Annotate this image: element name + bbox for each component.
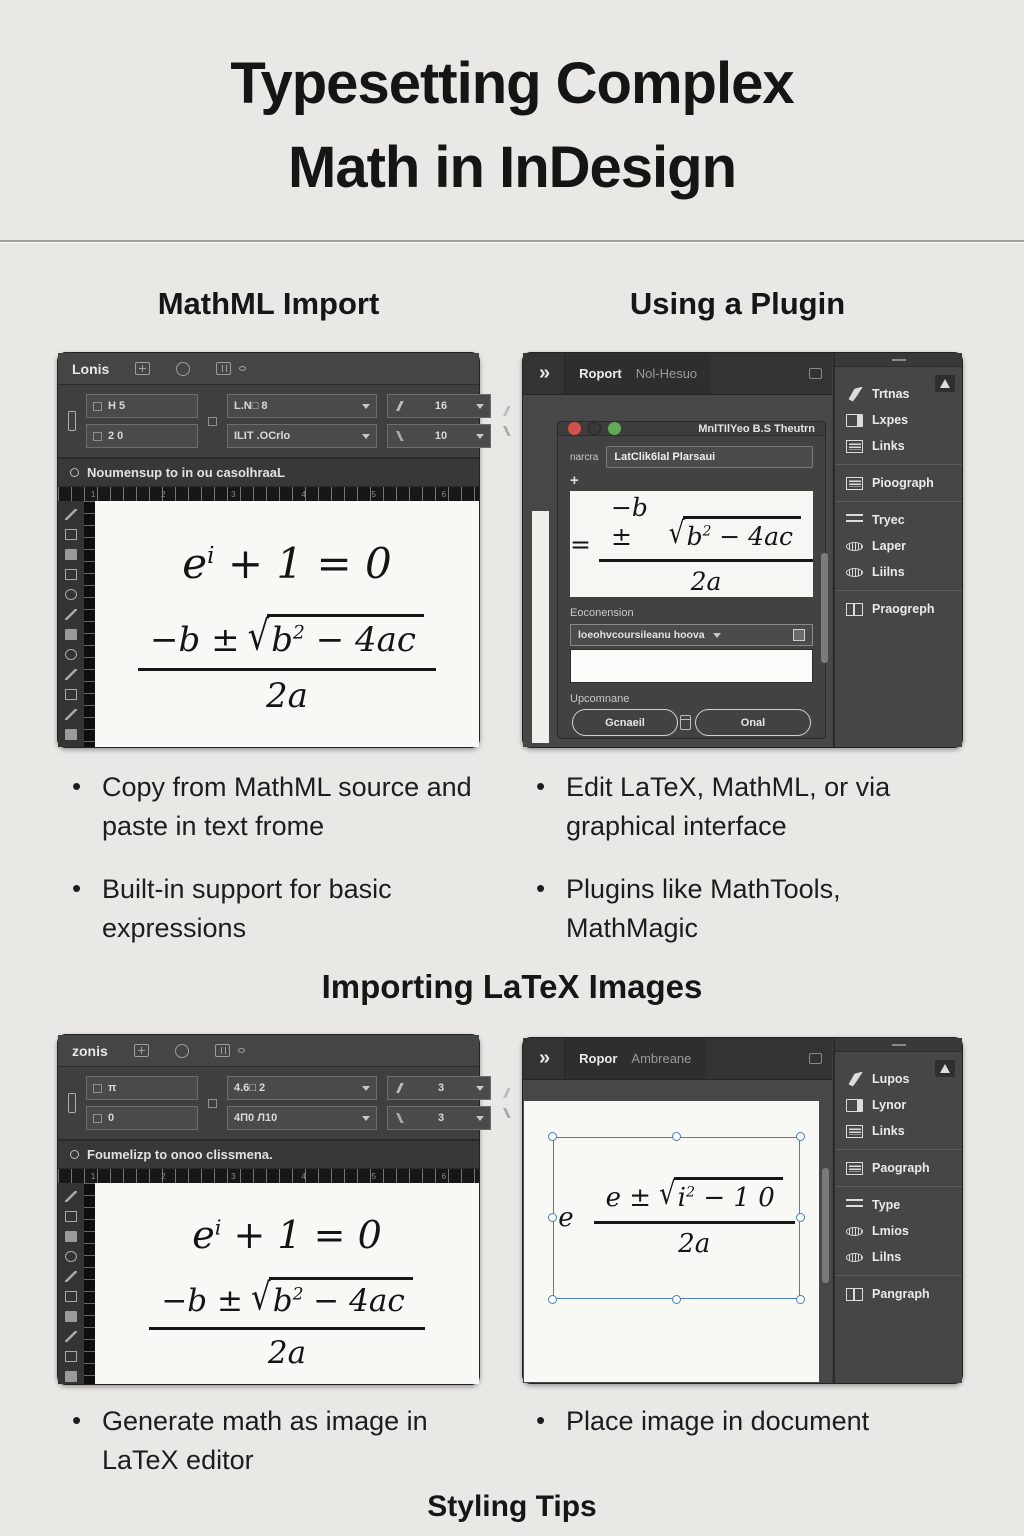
panel-separator — [835, 1186, 962, 1187]
swatch-tool-icon[interactable] — [65, 1371, 77, 1382]
panel-item-paragraph[interactable]: Paograph — [835, 1155, 962, 1181]
status-text: Foumelizp to onoo clissmena. — [87, 1147, 273, 1162]
control-bar — [58, 1067, 479, 1141]
ellipse-tool-icon[interactable] — [65, 589, 77, 600]
bullet-item: • Generate math as image in LaTeX editor — [68, 1402, 498, 1480]
resize-handle[interactable] — [796, 1295, 805, 1304]
panel-separator — [835, 1275, 962, 1276]
menu-bar — [58, 353, 479, 385]
resize-handle[interactable] — [672, 1295, 681, 1304]
placed-formula: e ± √ $i^2 - 1$ 0 2a — [594, 1177, 795, 1259]
equation-preview — [570, 491, 813, 597]
pen-tool-icon[interactable] — [65, 569, 77, 580]
status-bar — [58, 1141, 479, 1169]
heading-mathml-import: MathML Import — [157, 286, 380, 321]
radical-sign: √ — [247, 612, 270, 661]
warning-icon — [935, 375, 955, 392]
chevron-down-icon — [713, 633, 721, 638]
close-window-icon[interactable] — [568, 422, 581, 435]
ok-button[interactable]: Onal — [695, 709, 811, 736]
warning-icon — [935, 1060, 955, 1077]
screenshot-latex-editor — [57, 1034, 480, 1385]
document-area — [523, 353, 832, 747]
tab-active[interactable]: Roport — [579, 366, 622, 381]
quadratic-formula: −b ± √ $b^2 - 4ac$ 2a — [149, 1277, 424, 1371]
quadratic-formula: −b ± √ $b^2 - 4ac$ 2a — [599, 493, 813, 596]
leading-dropdown[interactable]: 3 — [387, 1106, 491, 1130]
rotate-icon[interactable] — [175, 1044, 189, 1058]
book-icon — [846, 1288, 863, 1301]
field-label: narcra — [570, 451, 599, 463]
equation-name-input[interactable]: LatClik6lal Plarsaui — [606, 446, 813, 468]
scissors-tool-icon[interactable] — [65, 1331, 77, 1342]
chevron-down-icon — [476, 1086, 484, 1091]
expand-panels-icon[interactable]: » — [539, 362, 549, 384]
ruler-tick: 1 — [90, 489, 96, 499]
status-bar — [58, 459, 479, 487]
vertical-ruler — [84, 1183, 95, 1384]
bullet-item: • Plugins like MathTools, MathMagic — [532, 870, 972, 948]
bullet-item: • Edit LaTeX, MathML, or via graphical interface — [532, 768, 972, 846]
type-icon — [846, 514, 863, 527]
link-icon — [208, 417, 217, 426]
y-position-field[interactable]: 0 — [86, 1106, 198, 1130]
shear-icon — [394, 1083, 406, 1093]
workspace-header — [523, 1038, 832, 1080]
zoom-tool-icon[interactable] — [65, 689, 77, 700]
document-icon — [809, 1053, 822, 1064]
ruler-tick: 2 — [161, 1171, 166, 1181]
style-dropdown[interactable]: 4Π0 Л10 — [227, 1106, 377, 1130]
quadratic-formula: −b ± √ $b^2 - 4ac$ 2a — [138, 614, 436, 716]
tab-inactive[interactable]: Ambreane — [631, 1051, 692, 1066]
grid-icon[interactable] — [215, 1044, 230, 1057]
resize-handle[interactable] — [796, 1213, 805, 1222]
mathml-bullet-list — [68, 768, 498, 973]
panel-item-pages[interactable]: Lxpes — [835, 407, 962, 433]
chevron-down-icon — [476, 404, 484, 409]
pasteboard — [532, 511, 549, 743]
panel-item-type[interactable]: Type — [835, 1192, 962, 1218]
selected-image-frame[interactable] — [553, 1137, 800, 1299]
ruler-tick: 6 — [441, 1171, 447, 1181]
ellipse-icon — [846, 1253, 863, 1262]
status-text: Noumensup to in ou casolhraaL — [87, 465, 285, 480]
ruler-tick: 1 — [90, 1171, 96, 1181]
options-box-icon[interactable] — [793, 629, 805, 641]
heading-using-plugin: Using a Plugin — [629, 286, 846, 321]
workspace-header — [523, 353, 832, 395]
expand-panels-icon[interactable]: » — [539, 1047, 549, 1069]
panels-sidebar — [833, 1038, 962, 1383]
italic-icon[interactable] — [501, 1108, 513, 1118]
document-icon — [809, 368, 822, 379]
gradient-tool-icon[interactable] — [65, 1311, 77, 1322]
panels-sidebar — [833, 353, 962, 747]
brush-icon — [846, 387, 863, 402]
ellipse-tool-icon[interactable] — [239, 366, 246, 371]
control-bar — [58, 385, 479, 459]
size-dropdown[interactable]: 3 — [387, 1076, 491, 1100]
tab-inactive[interactable]: Nol-Hesuo — [635, 366, 698, 381]
panel-item-lines[interactable]: Liilns — [835, 559, 962, 585]
rotate-icon[interactable] — [176, 362, 190, 376]
panel-item-swatches[interactable]: Lupos — [835, 1066, 962, 1092]
panel-item-lines[interactable]: Lilns — [835, 1244, 962, 1270]
resize-handle[interactable] — [548, 1295, 557, 1304]
leading-dropdown[interactable]: 10 — [387, 424, 491, 448]
page-title — [0, 42, 1024, 210]
lines-icon — [846, 1162, 863, 1175]
size-dropdown[interactable]: 16 — [387, 394, 491, 418]
expression-section-label: Eoconension — [570, 607, 634, 619]
panel-separator — [835, 590, 962, 591]
math-plugin-dialog — [557, 421, 826, 739]
app-menu-label[interactable]: zonis — [72, 1042, 108, 1059]
add-icon[interactable] — [135, 362, 150, 375]
tab-active[interactable]: Ropor — [579, 1051, 618, 1066]
radical-sign: √ — [659, 1176, 676, 1213]
document-canvas[interactable] — [95, 1183, 479, 1384]
ruler-tick: 5 — [371, 489, 376, 499]
line-tool-icon[interactable] — [65, 1271, 77, 1282]
frame-options-icon[interactable] — [68, 1093, 76, 1113]
pen-icon — [394, 431, 406, 441]
document-area — [523, 1038, 832, 1383]
euler-formula: $e^i + 1 = 0$ — [182, 539, 392, 588]
minimize-window-icon[interactable] — [588, 422, 601, 435]
y-position-field[interactable]: 2 0 — [86, 424, 198, 448]
zoom-tool-icon[interactable] — [65, 1351, 77, 1362]
heading-importing-latex: Importing LaTeX Images — [321, 968, 703, 1005]
frame-options-icon[interactable] — [68, 411, 76, 431]
screenshot-mathml-editor — [57, 352, 480, 748]
latex-bullet-list-right — [532, 1402, 972, 1465]
panel-item-paragraph-2[interactable]: Praogreph — [835, 596, 962, 622]
search-icon — [70, 1150, 79, 1159]
screenshot-placed-image — [522, 1037, 963, 1384]
hand-tool-icon[interactable] — [65, 649, 77, 660]
panel-header — [835, 1038, 962, 1052]
document-tabs — [564, 1038, 705, 1079]
resize-handle[interactable] — [548, 1132, 557, 1141]
scissors-tool-icon[interactable] — [65, 669, 77, 680]
bullet-item: • Built-in support for basic expressions — [68, 870, 498, 948]
formula-prefix: e — [558, 1203, 574, 1233]
eyedropper-tool-icon[interactable] — [65, 709, 77, 720]
dialog-titlebar — [558, 422, 825, 436]
header-divider — [0, 240, 1024, 243]
panel-item-paragraph-2[interactable]: Pangraph — [835, 1281, 962, 1307]
document-canvas[interactable] — [524, 1101, 819, 1382]
chevron-down-icon — [362, 1116, 370, 1121]
italic-icon[interactable] — [501, 426, 513, 436]
panel-item-links[interactable]: Links — [835, 1118, 962, 1144]
x-position-field[interactable]: H 5 — [86, 394, 198, 418]
bullet-item: • Copy from MathML source and paste in text frome — [68, 768, 498, 846]
ruler-tick: 5 — [371, 1171, 376, 1181]
expression-format-dropdown[interactable]: loeohvcoursileanu hoova — [570, 624, 813, 646]
page-title-line1: Typesetting Complex — [230, 51, 794, 116]
panel-separator — [835, 501, 962, 502]
lines-icon — [846, 440, 863, 453]
chevron-down-icon — [362, 434, 370, 439]
lines-icon — [846, 1125, 863, 1138]
swatch-tool-icon[interactable] — [65, 729, 77, 740]
add-icon[interactable] — [134, 1044, 149, 1057]
font-dropdown[interactable]: 4.6□ 2 — [227, 1076, 377, 1100]
pen-icon — [394, 1113, 406, 1123]
horizontal-ruler — [58, 487, 479, 501]
page-icon — [846, 414, 863, 427]
frame-tool-icon[interactable] — [65, 1211, 77, 1222]
x-axis-icon — [93, 402, 102, 411]
scrollbar[interactable] — [821, 553, 828, 663]
shear-icon — [394, 401, 406, 411]
scrollbar[interactable] — [822, 1168, 829, 1283]
tools-panel — [58, 1183, 84, 1384]
selection-tool-icon[interactable] — [65, 1191, 77, 1202]
horizontal-ruler — [58, 1169, 479, 1183]
clipboard-icon[interactable] — [680, 715, 691, 730]
page-icon — [846, 1099, 863, 1112]
lines-icon — [846, 477, 863, 490]
panel-separator — [835, 464, 962, 465]
plugin-bullet-list — [532, 768, 972, 973]
type-icon — [846, 1199, 863, 1212]
skew-icon[interactable] — [501, 406, 513, 416]
heading-styling-tips: Styling Tips — [427, 1490, 597, 1523]
panel-item-swatches[interactable]: Trtnas — [835, 381, 962, 407]
menu-bar — [58, 1035, 479, 1067]
skew-icon[interactable] — [501, 1088, 513, 1098]
book-icon — [846, 603, 863, 616]
bullet-item: • Place image in document — [532, 1402, 972, 1441]
radical-sign: √ — [668, 515, 685, 550]
gradient-tool-icon[interactable] — [65, 629, 77, 640]
pen-tool-icon[interactable] — [65, 1291, 77, 1302]
radical-sign: √ — [250, 1275, 271, 1319]
vertical-ruler — [84, 501, 95, 747]
ellipse-tool-icon[interactable] — [238, 1048, 245, 1053]
equals-sign: = — [570, 529, 591, 559]
expression-input-area[interactable] — [570, 649, 813, 683]
panel-item-links[interactable]: Links — [835, 433, 962, 459]
line-tool-icon[interactable] — [65, 609, 77, 620]
x-position-field[interactable]: π — [86, 1076, 198, 1100]
chevron-down-icon — [476, 1116, 484, 1121]
tools-panel — [58, 501, 84, 747]
ellipse-icon — [846, 542, 863, 551]
ruler-tick: 6 — [441, 489, 447, 499]
search-icon — [70, 468, 79, 477]
x-axis-icon — [93, 1084, 102, 1093]
link-icon — [208, 1099, 217, 1108]
selection-tool-icon[interactable] — [65, 509, 77, 520]
panel-header — [835, 353, 962, 367]
euler-formula: $e^i + 1 = 0$ — [192, 1213, 382, 1257]
screenshot-plugin-dialog — [522, 352, 963, 748]
panel-item-type[interactable]: Tryec — [835, 507, 962, 533]
add-equation-button[interactable]: + — [570, 472, 579, 489]
page-title-line2: Math in InDesign — [288, 135, 736, 201]
cancel-button[interactable]: Gcnaeil — [572, 709, 678, 736]
ellipse-icon — [846, 1227, 863, 1236]
ruler-tick: 2 — [161, 489, 166, 499]
dialog-title: MnlTIlYeo B.S Theutrn — [698, 422, 815, 435]
chevron-down-icon — [362, 404, 370, 409]
grid-icon[interactable] — [216, 362, 231, 375]
frame-tool-icon[interactable] — [65, 529, 77, 540]
style-dropdown[interactable]: ILIT .OCrlo — [227, 424, 377, 448]
app-menu-label[interactable]: Lonis — [72, 360, 110, 377]
latex-bullet-list-left — [68, 1402, 498, 1504]
type-tool-icon[interactable] — [65, 549, 77, 560]
zoom-window-icon[interactable] — [608, 422, 621, 435]
ruler-tick: 4 — [301, 489, 306, 499]
y-axis-icon — [93, 1114, 102, 1123]
resize-handle[interactable] — [796, 1132, 805, 1141]
ellipse-icon — [846, 568, 863, 577]
chevron-down-icon — [476, 434, 484, 439]
chevron-down-icon — [362, 1086, 370, 1091]
upcoming-section-label: Upcomnane — [570, 693, 630, 705]
type-tool-icon[interactable] — [65, 1231, 77, 1242]
ellipse-tool-icon[interactable] — [65, 1251, 77, 1262]
panel-item-paragraph[interactable]: Pioograph — [835, 470, 962, 496]
y-axis-icon — [93, 432, 102, 441]
resize-handle[interactable] — [672, 1132, 681, 1141]
brush-icon — [846, 1072, 863, 1087]
panel-item-pages[interactable]: Lynor — [835, 1092, 962, 1118]
panel-item-layer[interactable]: Lmios — [835, 1218, 962, 1244]
dialog-footer — [570, 705, 813, 746]
ruler-tick: 4 — [301, 1171, 306, 1181]
ruler-tick: 3 — [231, 1171, 236, 1181]
panel-item-layer[interactable]: Laper — [835, 533, 962, 559]
ruler-tick: 3 — [231, 489, 236, 499]
document-tabs — [564, 353, 711, 394]
document-canvas[interactable] — [95, 501, 479, 747]
panel-separator — [835, 1149, 962, 1150]
font-dropdown[interactable]: L.N□ 8 — [227, 394, 377, 418]
resize-handle[interactable] — [548, 1213, 557, 1222]
